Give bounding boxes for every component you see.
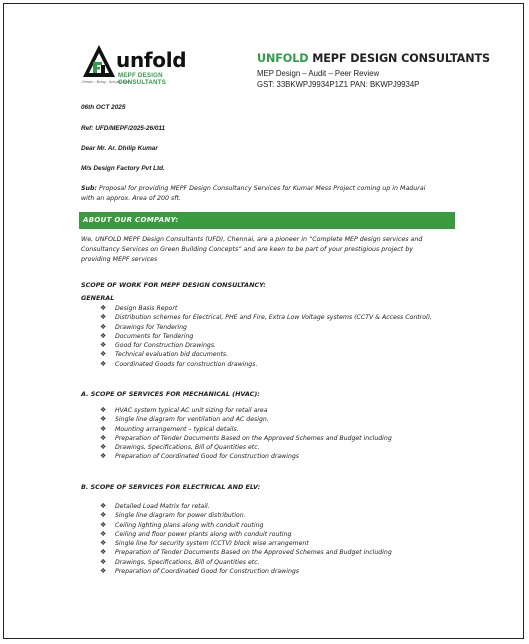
- list-item-text: Drawings for Tendering: [115, 323, 187, 331]
- company-brand: UNFOLD: [257, 52, 309, 65]
- list-item-text: Mounting arrangement – typical details.: [115, 425, 239, 433]
- list-item-text: Drawings, Specifications, Bill of Quantities etc.: [115, 444, 260, 452]
- list-item-text: Ceiling lighting plans along with conduit routing: [115, 521, 264, 529]
- bullet-icon: ❖: [100, 331, 107, 340]
- company-title-rest: MEPF DESIGN CONSULTANTS: [308, 52, 490, 65]
- list-item-text: Single line for security system (CCTV) block wise arrangement: [115, 540, 309, 548]
- bullet-icon: ❖: [100, 529, 107, 538]
- list-item-text: Coordinated Goods for construction drawings.: [115, 360, 258, 368]
- letter-date: 06th OCT 2025: [81, 104, 126, 111]
- letter-subject: [81, 184, 453, 204]
- about-line-2: Consultancy Services on Green Building Concepts” and are keen to be part of your prestigious project by: [81, 246, 413, 254]
- list-item-text: Drawings, Specifications, Bill of Quantities etc.: [115, 558, 260, 566]
- list-item-text: Preparation of Coordinated Good for Construction drawings: [115, 453, 300, 461]
- company-title: [257, 52, 490, 65]
- electrical-title: B. SCOPE OF SERVICES FOR ELECTRICAL AND ELV:: [81, 483, 261, 491]
- list-item-text: Preparation of Tender Documents Based on the Approved Schemes and Budget including: [115, 434, 392, 442]
- subject-line-2: with an approx. Area of 200 sft.: [81, 195, 181, 202]
- bullet-icon: ❖: [100, 557, 107, 566]
- letter-ref: Ref: UFD/MEPF/2025-26/011: [81, 125, 166, 132]
- list-item-text: Preparation of Coordinated Good for Construction drawings: [115, 568, 300, 576]
- company-tagline: MEP Design – Audit – Peer Review: [257, 69, 380, 78]
- logo-wordmark: unfold: [116, 48, 187, 72]
- bullet-icon: ❖: [100, 443, 107, 452]
- bullet-icon: ❖: [100, 424, 107, 433]
- bullet-icon: ❖: [100, 520, 107, 529]
- bullet-icon: ❖: [100, 406, 107, 414]
- about-paragraph: [81, 235, 453, 266]
- bullet-icon: ❖: [100, 548, 107, 557]
- general-title: GENERAL: [81, 294, 115, 302]
- list-item-text: Single line diagram for ventilation and AC design.: [115, 416, 269, 424]
- logo-mark-icon: [82, 44, 116, 84]
- list-item-text: Documents for Tendering: [115, 332, 194, 340]
- about-banner-title: ABOUT OUR COMPANY:: [83, 216, 179, 224]
- bullet-icon: ❖: [100, 539, 107, 548]
- letter-salutation: Dear Mr. Ar. Dhilip Kumar: [81, 145, 158, 152]
- company-gst: GST: 33BKWPJ9934P1Z1 PAN: BKWPJ9934P: [257, 80, 420, 89]
- scope-title: SCOPE OF WORK FOR MEPF DESIGN CONSULTANCY:: [81, 281, 266, 289]
- list-item-text: Preparation of Tender Documents Based on the Approved Schemes and Budget including: [115, 549, 392, 557]
- company-header: [257, 52, 490, 89]
- subject-label: Sub:: [81, 185, 98, 192]
- bullet-icon: ❖: [100, 313, 107, 322]
- list-item-text: Detailed Load Matrix for retail.: [115, 503, 210, 510]
- bullet-icon: ❖: [100, 433, 107, 442]
- about-banner: [79, 212, 455, 229]
- company-logo: [82, 44, 212, 86]
- about-line-1: We, UNFOLD MEPF Design Consultants (UFD), Chennai, are a pioneer in “Complete MEP design services and: [81, 236, 423, 243]
- bullet-icon: ❖: [100, 341, 107, 350]
- subject-line-1: Proposal for providing MEPF Design Consultancy Services for Kumar Mess Project coming up in Madurai: [97, 185, 426, 192]
- logo-subtitle: MEPF DESIGN CONSULTANTS: [118, 72, 167, 86]
- bullet-icon: ❖: [100, 511, 107, 520]
- bullet-icon: ❖: [100, 452, 107, 461]
- bullet-icon: ❖: [100, 415, 107, 424]
- letter-company: M/s Design Factory Pvt Ltd.: [81, 165, 165, 172]
- list-item-text: Single line diagram for power distribution.: [115, 512, 246, 520]
- bullet-icon: ❖: [100, 359, 107, 368]
- list-item-text: Distribution schemes for Electrical, PHE and Fire, Extra Low Voltage systems (CCTV & Access Control),: [115, 314, 433, 322]
- bullet-icon: ❖: [100, 502, 107, 510]
- bullet-icon: ❖: [100, 567, 107, 576]
- logo-tagline: Dream - Bring - Actualization: [82, 80, 131, 84]
- list-item-text: HVAC system typical AC unit sizing for retail area: [115, 407, 268, 414]
- bullet-icon: ❖: [100, 350, 107, 359]
- mechanical-title: A. SCOPE OF SERVICES FOR MECHANICAL (HVAC):: [81, 390, 260, 398]
- list-item-text: Technical evaluation bid documents.: [115, 351, 229, 359]
- bullet-icon: ❖: [100, 322, 107, 331]
- list-item-text: Design Basis Report: [115, 305, 178, 312]
- about-line-3: providing MEPF services: [81, 256, 158, 264]
- bullet-icon: ❖: [100, 304, 107, 312]
- list-item-text: Good for Construction Drawings.: [115, 342, 217, 350]
- list-item-text: Ceiling and floor power plants along with conduit routing: [115, 530, 292, 538]
